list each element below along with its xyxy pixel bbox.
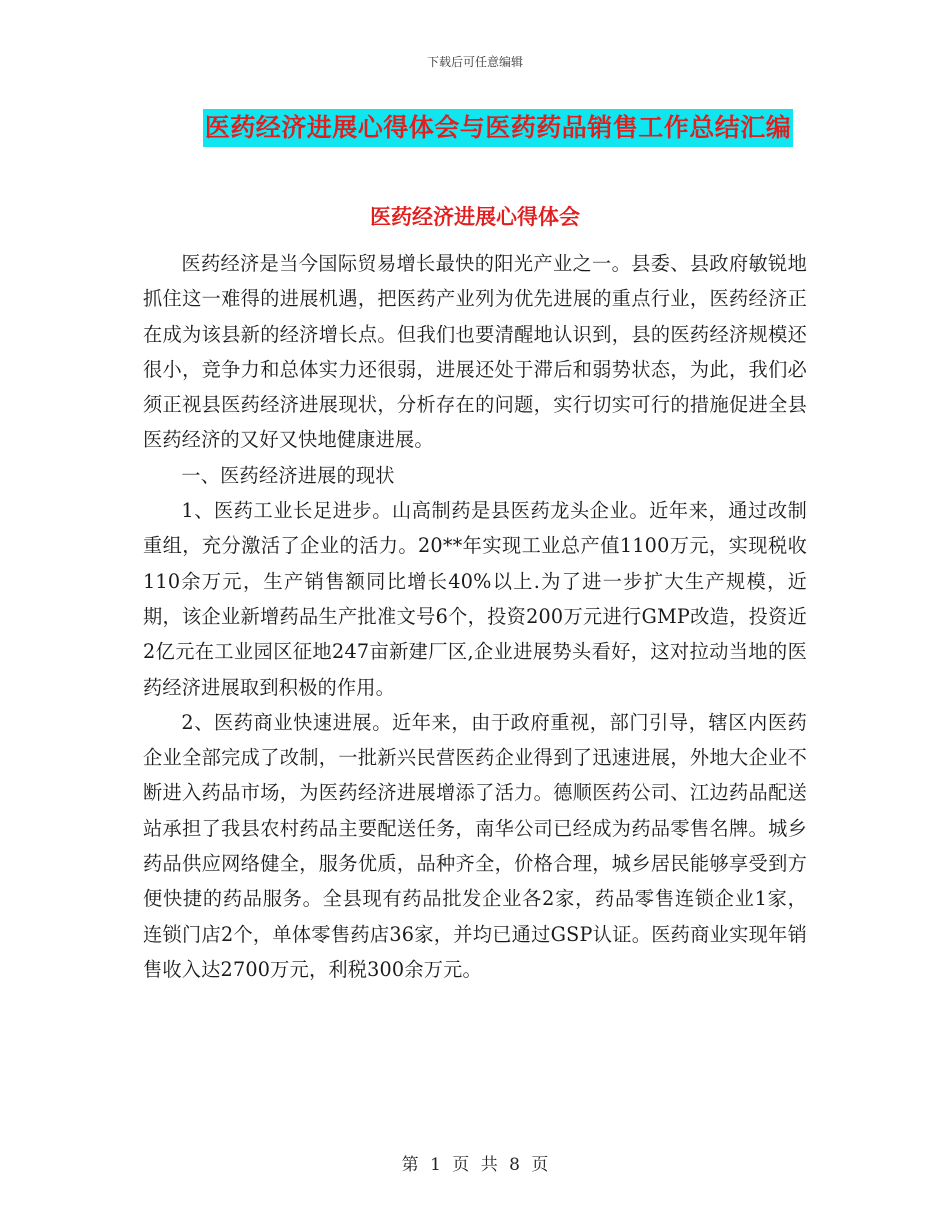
page-number-footer: 第 1 页 共 8 页	[401, 1155, 549, 1175]
paragraph-industry: 1、医药工业长足进步。山高制药是县医药龙头企业。近年来，通过改制重组，充分激活了企业的活力。20**年实现工业总产值1100万元，实现税收110余万元，生产销售额同比增长40%以上.为了进一步扩大生产规模，近期，该企业新增药品生产批准文号6个，投资200万元进行GMP改造，投资近2亿元在工业园区征地247亩新建厂区,企业进展势头看好，这对拉动当地的医药经济进展取到积极的作用。	[143, 499, 807, 699]
header-note: 下载后可任意编辑	[426, 55, 523, 69]
paragraph-heading-status: 一、医药经济进展的现状	[181, 463, 395, 487]
section-title: 医药经济进展心得体会	[370, 205, 580, 229]
main-title: 医药经济进展心得体会与医药药品销售工作总结汇编	[203, 109, 794, 147]
main-title-container	[193, 108, 803, 148]
document-body	[143, 246, 807, 987]
paragraph-commerce: 2、医药商业快速进展。近年来，由于政府重视，部门引导，辖区内医药企业全部完成了改制，一批新兴民营医药企业得到了迅速进展，外地大企业不断进入药品市场，为医药经济进展增添了活力。德顺医药公司、江边药品配送站承担了我县农村药品主要配送任务，南华公司已经成为药品零售名牌。城乡药品供应网络健全，服务优质，品种齐全，价格合理，城乡居民能够享受到方便快捷的药品服务。全县现有药品批发企业各2家，药品零售连锁企业1家，连锁门店2个，单体零售药店36家，并均已通过GSP认证。医药商业实现年销售收入达2700万元，利税300余万元。	[143, 710, 807, 981]
paragraph-intro: 医药经济是当今国际贸易增长最快的阳光产业之一。县委、县政府敏锐地抓住这一难得的进展机遇，把医药产业列为优先进展的重点行业，医药经济正在成为该县新的经济增长点。但我们也要清醒地认识到，县的医药经济规模还很小，竞争力和总体实力还很弱，进展还处于滞后和弱势状态，为此，我们必须正视县医药经济进展现状，分析存在的问题，实行切实可行的措施促进全县医药经济的又好又快地健康进展。	[143, 252, 807, 452]
